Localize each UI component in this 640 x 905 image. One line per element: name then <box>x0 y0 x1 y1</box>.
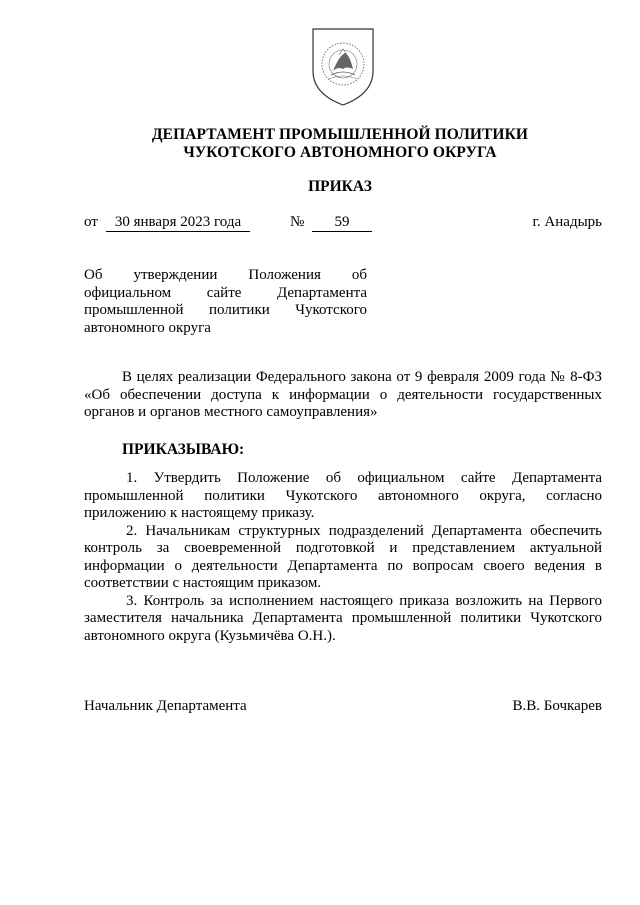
order-item-1: 1. Утвердить Положение об официальном сайте Департамента промышленной политики Чукотского автономного округа, согласно приложению к настоящему приказу. <box>84 470 602 521</box>
subject-word: сайте <box>206 284 242 301</box>
date-prefix-label: от <box>84 214 98 230</box>
order-item-2: 2. Начальникам структурных подразделений Департамента обеспечить контроль за своевременной подготовкой и представлением актуальной информации о деятельности Департамента по вопросам своего ведения в соответствии с настоящим приказом. <box>84 522 602 591</box>
subject-word: утверждении <box>133 267 218 283</box>
preamble-paragraph <box>84 369 602 422</box>
subject-word: об <box>351 267 367 283</box>
order-items <box>84 470 602 645</box>
number-sign-label: № <box>290 214 305 230</box>
subject-word: Об <box>84 267 103 283</box>
subject-word: официальном <box>84 284 172 301</box>
subject-word: Департамента <box>276 284 367 301</box>
document-type-title: ПРИКАЗ <box>308 178 372 195</box>
subject-line <box>84 285 367 303</box>
order-item-3: 3. Контроль за исполнением настоящего приказа возложить на Первого заместителя начальника Департамента промышленной политики Чукотского автономного округа (Кузьмичёва О.Н.). <box>84 592 602 644</box>
document-city: г. Анадырь <box>532 214 602 230</box>
signer-name: В.В. Бочкарев <box>512 698 602 714</box>
department-title-line2: ЧУКОТСКОГО АВТОНОМНОГО ОКРУГА <box>183 144 497 161</box>
subject-line <box>84 320 367 338</box>
subject-word: автономного округа <box>84 319 211 336</box>
coat-of-arms-emblem-icon <box>309 25 377 107</box>
department-title-line1: ДЕПАРТАМЕНТ ПРОМЫШЛЕННОЙ ПОЛИТИКИ <box>151 126 529 143</box>
preamble-text: В целях реализации Федерального закона от 9 февраля 2009 года № 8-ФЗ «Об обеспечении доступа к информации о деятельности государственных органов и органов местного самоуправления» <box>84 369 602 420</box>
document-date: 30 января 2023 года <box>106 214 250 232</box>
document-meta-row <box>84 214 602 236</box>
order-directive-word: ПРИКАЗЫВАЮ: <box>122 441 245 458</box>
subject-line <box>84 267 367 285</box>
signer-position: Начальник Департамента <box>84 698 247 714</box>
subject-word: политики <box>209 302 270 318</box>
subject-word: промышленной <box>84 302 184 318</box>
subject-line <box>84 302 367 320</box>
document-number: 59 <box>312 214 372 232</box>
document-subject <box>84 267 367 337</box>
department-title <box>60 126 620 162</box>
subject-word: Положения <box>248 267 321 283</box>
subject-word: Чукотского <box>295 302 367 318</box>
